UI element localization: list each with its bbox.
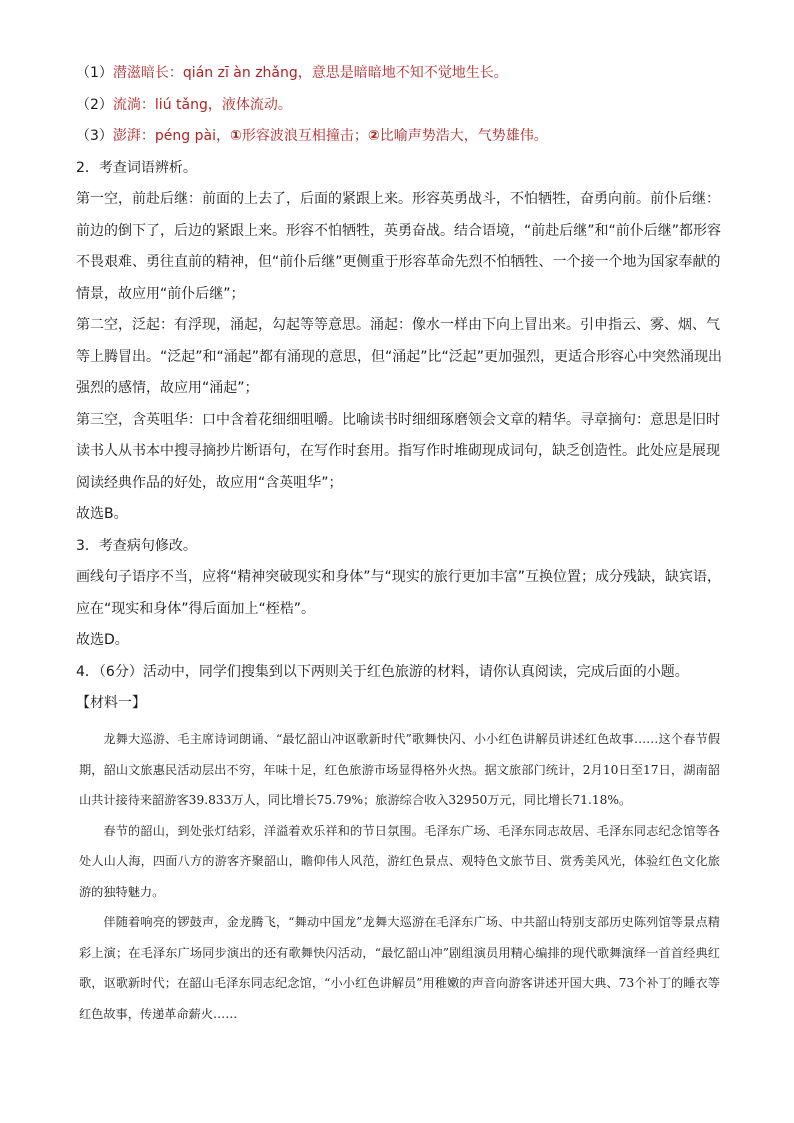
material-title: 【材料一】 xyxy=(76,695,146,711)
q2-p2-line-1: 第二空，泛起：有浮现，涌起，勾起等等意思。涌起：像水一样由下向上冒出来。引申指云、雾、烟、气 xyxy=(76,317,720,333)
definition-2: 比喻声势浩大，气势雄伟。 xyxy=(379,128,548,144)
definition-1: 形容波浪互相撞击； xyxy=(241,128,368,144)
vocab-word: 流淌： xyxy=(112,96,155,113)
q2-p2-line-2: 等上腾冒出。“泛起”和“涌起”都有涌现的意思，但“涌起”比“泛起”更加强烈，更适合形容心中突然涌现出 xyxy=(76,348,723,365)
circled-number-2: ② xyxy=(367,128,380,144)
pinyin: liú tǎng xyxy=(154,96,208,113)
answer-item-1 xyxy=(76,58,726,90)
q2-p2-line-3: 强烈的感情，故应用“涌起”； xyxy=(76,380,259,396)
item-number: （1） xyxy=(76,65,113,81)
separator: ， xyxy=(216,128,230,144)
q3-conclusion: 故选D。 xyxy=(76,632,129,648)
q2-p1-line-2: 前边的倒下了，后边的紧跟上来。形容不怕牺牲，英勇奋战。结合语境，“前赴后继”和“前仆后继”都形容 xyxy=(76,222,722,239)
definition: ，液体流动。 xyxy=(207,96,292,113)
material-paragraph-1: 龙舞大巡游、毛主席诗词朗诵、“最忆韶山冲讴歌新时代”歌舞快闪、小小红色讲解员讲述红色故事……这个春节假期，韶山文旅惠民活动层出不穷，年味十足，红色旅游市场显得格外火热。据文旅部门统计，2月10日至17日，湖南韶山共计接待来韶游客39.833万人，同比增长75.79%；旅游综合收入32950万元，同比增长71.18%。 xyxy=(79,732,720,807)
q3-heading: 3．考查病句修改。 xyxy=(76,537,197,554)
q4-question: 4．（6分）活动中，同学们搜集到以下两则关于红色旅游的材料，请你认真阅读，完成后面的小题。 xyxy=(76,663,689,680)
pinyin: péng pài xyxy=(154,128,216,144)
definition: ，意思是暗暗地不知不觉地生长。 xyxy=(297,65,508,81)
q2-heading: 2．考查词语辨析。 xyxy=(76,159,197,176)
circled-number-1: ① xyxy=(230,128,242,144)
material-paragraph-2: 春节的韶山，到处张灯结彩，洋溢着欢乐祥和的节日氛围。毛泽东广场、毛泽东同志故居、毛泽东同志纪念馆等各处人山人海，四面八方的游客齐聚韶山，瞻仰伟人风范，游红色景点、观特色文旅节目、赏秀美风光，体验红色文化旅游的独特魅力。 xyxy=(79,823,720,899)
q2-p1-line-3: 不畏艰难、勇往直前的精神，但“前仆后继”更侧重于形容革命先烈不怕牺牲、一个接一个地为国家奉献的 xyxy=(76,254,721,270)
pinyin: qián zī àn zhǎng xyxy=(182,65,298,81)
q2-conclusion: 故选B。 xyxy=(76,506,128,522)
q2-p3-line-2: 读书人从书本中搜寻摘抄片断语句，在写作时套用。指写作时堆砌现成词句，缺乏创造性。此处应是展现 xyxy=(76,443,720,459)
q2-p3-line-1: 第三空，含英咀华：口中含着花细细咀嚼。比喻读书时细细琢磨领会文章的精华。寻章摘句：意思是旧时 xyxy=(76,411,720,428)
q2-p3-line-3: 阅读经典作品的好处，故应用“含英咀华”； xyxy=(76,474,343,491)
answer-item-2 xyxy=(76,90,726,122)
q2-p1-line-4: 情景，故应用“前仆后继”； xyxy=(76,285,245,302)
vocab-word: 潜滋暗长： xyxy=(112,65,183,81)
q2-p1-line-1: 第一空，前赴后继：前面的上去了，后面的紧跟上来。形容英勇战斗，不怕牺牲，奋勇向前。前仆后继： xyxy=(76,191,720,207)
material-paragraph-3: 伴随着响亮的锣鼓声，金龙腾飞，“舞动中国龙”龙舞大巡游在毛泽东广场、中共韶山特别支部历史陈列馆等景点精彩上演；在毛泽东广场同步演出的还有歌舞快闪活动，“最忆韶山冲”剧组演员用精心编排的现代歌舞演绎一首首经典红歌，讴歌新时代；在韶山毛泽东同志纪念馆，“小小红色讲解员”用稚嫩的声音向游客讲述开国大典、73个补丁的睡衣等红色故事，传递革命薪火…… xyxy=(79,915,720,1021)
material-body xyxy=(76,724,726,1029)
item-number: （3） xyxy=(76,128,113,144)
answer-item-3 xyxy=(76,121,726,153)
item-number: （2） xyxy=(76,96,113,113)
q3-line-1: 画线句子语序不当，应将“精神突破现实和身体”与“现实的旅行更加丰富”互换位置；成分残缺，缺宾语， xyxy=(76,569,722,585)
q3-line-2: 应在“现实和身体”得后面加上“桎梏”。 xyxy=(76,600,316,617)
vocab-word: 澎湃： xyxy=(112,128,155,144)
